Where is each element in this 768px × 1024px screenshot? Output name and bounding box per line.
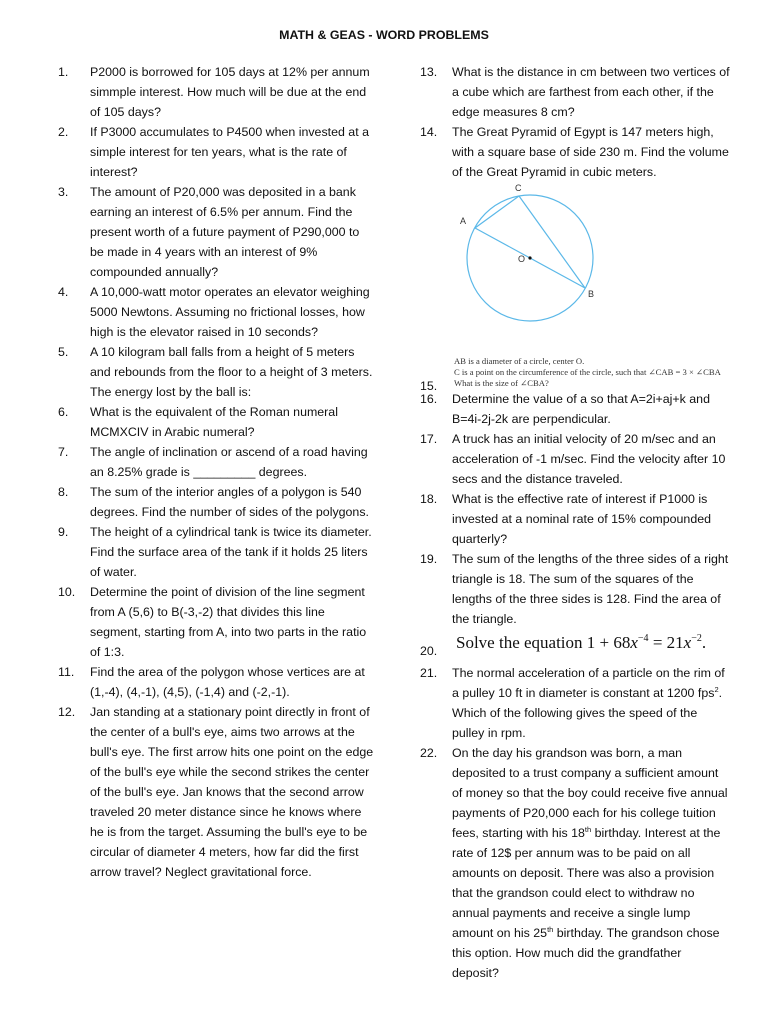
left-column xyxy=(58,62,376,882)
problem-text xyxy=(452,743,730,983)
problem-text: Determine the point of division of the line segment from A (5,6) to B(-3,-2) that divides this line segment, starting from A, into two parts in the ratio of 1:3. xyxy=(90,585,367,659)
problem-19 xyxy=(420,549,730,629)
problem-14 xyxy=(420,122,730,182)
problem-text: What is the distance in cm between two vertices of a cube which are farthest from each other, if the edge measures 8 cm? xyxy=(452,65,730,119)
problem-text: The sum of the lengths of the three sides of a right triangle is 18. The sum of the squares of the lengths of the three sides is 128. Find the area of the triangle. xyxy=(452,552,729,626)
problem-number: 7. xyxy=(58,445,69,459)
text-part: The normal acceleration of a particle on the rim of a pulley 10 ft in diameter is constant at 1200 fps xyxy=(452,666,725,700)
equation-term: 1 + 68 xyxy=(586,633,631,652)
problem-number: 13. xyxy=(420,65,438,79)
problem-text: What is the effective rate of interest if P1000 is invested at a nominal rate of 15% compounded quarterly? xyxy=(452,492,711,546)
equation xyxy=(456,631,706,655)
superscript: 2 xyxy=(714,685,719,694)
problem-number: 16. xyxy=(420,392,438,406)
problem-number: 2. xyxy=(58,125,69,139)
problem-number: 20. xyxy=(420,644,438,658)
page-title: MATH & GEAS - WORD PROBLEMS xyxy=(279,28,489,42)
equation-lead: Solve the equation xyxy=(456,633,583,652)
problem-13 xyxy=(420,62,730,122)
problem-text: P2000 is borrowed for 105 days at 12% per annum simmple interest. How much will be due at the end of 105 days? xyxy=(90,65,370,119)
problem-20 xyxy=(420,629,730,663)
equation-var: x xyxy=(630,633,638,652)
problem-text: Determine the value of a so that A=2i+aj+k and B=4i-2j-2k are perpendicular. xyxy=(452,392,710,426)
problem-number: 11. xyxy=(58,665,75,679)
text-part: birthday. The grandson chose this option. How much did the grandfather deposit? xyxy=(452,926,720,980)
problem-7 xyxy=(58,442,376,482)
right-column xyxy=(420,62,730,983)
label-o: O xyxy=(518,254,526,264)
problem-number: 4. xyxy=(58,285,69,299)
problem-text: The angle of inclination or ascend of a road having an 8.25% grade is _________ degrees. xyxy=(90,445,368,479)
problem-number: 10. xyxy=(58,585,76,599)
problem-5 xyxy=(58,342,376,402)
problem-number: 5. xyxy=(58,345,69,359)
superscript: th xyxy=(547,925,554,934)
problem-1 xyxy=(58,62,376,122)
problem-text: If P3000 accumulates to P4500 when invested at a simple interest for ten years, what is the rate of interest? xyxy=(90,125,369,179)
equation-exp: −2 xyxy=(691,633,702,644)
problem-11 xyxy=(58,662,376,702)
problem-16 xyxy=(420,389,730,429)
problem-number: 9. xyxy=(58,525,69,539)
problem-text: The Great Pyramid of Egypt is 147 meters high, with a square base of side 230 m. Find the volume of the Great Pyramid in cubic meters. xyxy=(452,125,729,179)
problem-3 xyxy=(58,182,376,282)
problem-number: 15. xyxy=(420,379,438,393)
problem-text: The amount of P20,000 was deposited in a bank earning an interest of 6.5% per annum. Find the present worth of a future payment of P290,000 to be made in 4 years with an interest of 9% compounded annually? xyxy=(90,185,360,279)
circle-diagram-svg xyxy=(460,184,610,334)
equation-exp: −4 xyxy=(637,633,649,644)
equation-var: x xyxy=(683,633,692,652)
label-a: A xyxy=(460,216,467,226)
text-part: birthday. Interest at the rate of 12$ per annum was to be paid on all amounts on deposit. There was also a provision that the grandson could elect to withdraw no annual payments and receive a single lump amount on his 25 xyxy=(452,826,721,940)
circle-diagram xyxy=(420,184,730,366)
problem-9 xyxy=(58,522,376,582)
problem-21 xyxy=(420,663,730,743)
problem-text: Find the area of the polygon whose vertices are at (1,-4), (4,-1), (4,5), (-1,4) and (-2,-1). xyxy=(90,665,365,699)
label-b: B xyxy=(588,289,595,299)
problem-number: 3. xyxy=(58,185,69,199)
problem-4 xyxy=(58,282,376,342)
caption-line: AB is a diameter of a circle, center O. xyxy=(454,356,585,366)
problem-18 xyxy=(420,489,730,549)
problem-number: 19. xyxy=(420,552,438,566)
problem-12 xyxy=(58,702,376,882)
equation-end: . xyxy=(701,633,707,652)
problem-17 xyxy=(420,429,730,489)
problem-text: The sum of the interior angles of a polygon is 540 degrees. Find the number of sides of the polygons. xyxy=(90,485,369,519)
center-point xyxy=(528,256,531,259)
problem-number: 12. xyxy=(58,705,76,719)
problem-10 xyxy=(58,582,376,662)
problem-text: What is the size of ∠CBA? xyxy=(454,378,549,388)
problem-text: A 10 kilogram ball falls from a height of 5 meters and rebounds from the floor to a height of 3 meters. The energy lost by the ball is: xyxy=(90,345,373,399)
problem-number: 17. xyxy=(420,432,438,446)
chord-cb xyxy=(519,196,585,288)
problem-text: Jan standing at a stationary point directly in front of the center of a bull's eye, aims two arrows at the bull's eye. The first arrow hits one point on the edge of the bull's eye while the second strikes the center of the bull's eye. Jan knows that the second arrow traveled 20 meter distance since he knows where he is from the target. Assuming the bull's eye to be circular of diameter 4 meters, how far did the first arrow travel? Neglect gravitational force. xyxy=(90,705,374,879)
problem-number: 18. xyxy=(420,492,438,506)
problem-2 xyxy=(58,122,376,182)
caption-line: C is a point on the circumference of the circle, such that ∠CAB = 3 × ∠CBA xyxy=(454,367,721,377)
problem-number: 1. xyxy=(58,65,69,79)
problem-number: 6. xyxy=(58,405,69,419)
problem-6 xyxy=(58,402,376,442)
text-part: . Which of the following gives the speed of the pulley in rpm. xyxy=(452,686,723,740)
problem-22 xyxy=(420,743,730,983)
chord-ac xyxy=(475,196,519,228)
problem-15 xyxy=(420,378,730,393)
label-c: C xyxy=(515,184,522,193)
problem-text xyxy=(452,663,730,743)
problem-number: 22. xyxy=(420,746,438,760)
superscript: th xyxy=(584,825,592,834)
problem-number: 14. xyxy=(420,125,438,139)
problem-8 xyxy=(58,482,376,522)
problem-number: 21. xyxy=(420,666,438,680)
problem-number: 8. xyxy=(58,485,69,499)
problem-text: What is the equivalent of the Roman numeral MCMXCIV in Arabic numeral? xyxy=(90,405,338,439)
problem-text: The height of a cylindrical tank is twice its diameter. Find the surface area of the tank if it holds 25 liters of water. xyxy=(90,525,372,579)
equation-term: = 21 xyxy=(648,633,684,652)
problem-text: A 10,000-watt motor operates an elevator weighing 5000 Newtons. Assuming no frictional losses, how high is the elevator raised in 10 seconds? xyxy=(90,285,370,339)
text-part: On the day his grandson was born, a man deposited to a trust company a sufficient amount of money so that the boy could receive five annual payments of P20,000 each for his college tuition fees, starting with his 18 xyxy=(452,746,728,840)
problem-text: A truck has an initial velocity of 20 m/sec and an acceleration of -1 m/sec. Find the velocity after 10 secs and the distance traveled. xyxy=(452,432,726,486)
